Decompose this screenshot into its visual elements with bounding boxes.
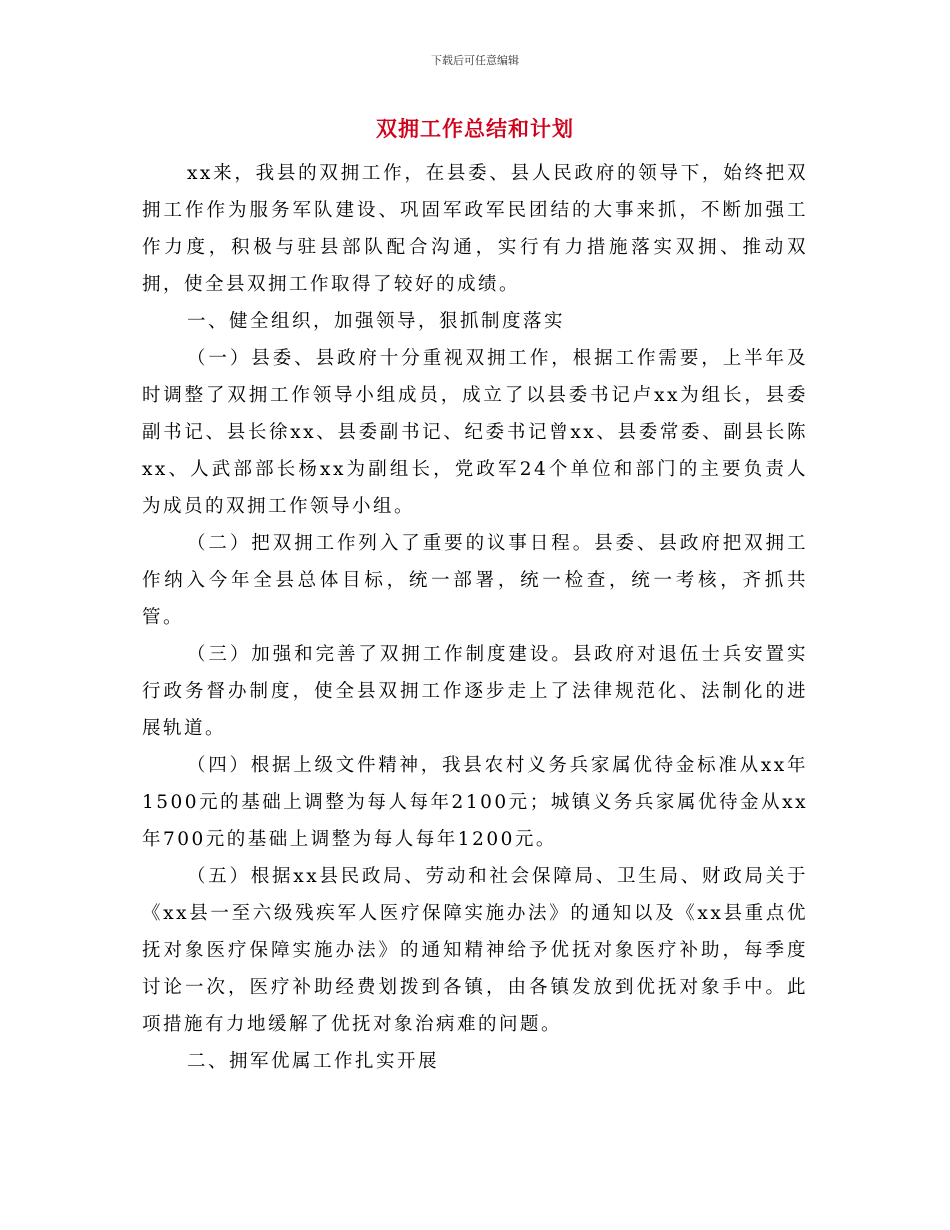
section-heading-2: 二、拥军优属工作扎实开展 — [187, 1051, 440, 1072]
paragraph-item-2: （二）把双拥工作列入了重要的议事日程。县委、县政府把双拥工作纳入今年全县总体目标，统一部署，统一检查，统一考核，齐抓共管。 — [142, 533, 808, 628]
paragraph-item-5: （五）根据xx县民政局、劳动和社会保障局、卫生局、财政局关于《xx县一至六级残疾军人医疗保障实施办法》的通知以及《xx县重点优抚对象医疗保障实施办法》的通知精神给予优抚对象医疗补助，每季度讨论一次，医疗补助经费划拨到各镇，由各镇发放到优抚对象手中。此项措施有力地缓解了优抚对象治病难的问题。 — [142, 866, 808, 1035]
paragraph-item-4: （四）根据上级文件精神，我县农村义务兵家属优待金标准从xx年1500元的基础上调整为每人每年2100元；城镇义务兵家属优待金从xx年700元的基础上调整为每人每年1200元。 — [142, 755, 808, 850]
paragraph-item-3: （三）加强和完善了双拥工作制度建设。县政府对退伍士兵安置实行政务督办制度，使全县双拥工作逐步走上了法律规范化、法制化的进展轨道。 — [142, 644, 808, 739]
paragraph-intro: xx来，我县的双拥工作，在县委、县人民政府的领导下，始终把双拥工作作为服务军队建设、巩固军政军民团结的大事来抓，不断加强工作力度，积极与驻县部队配合沟通，实行有力措施落实双拥、推动双拥，使全县双拥工作取得了较好的成绩。 — [142, 163, 808, 295]
header-note: 下载后可任意编辑 — [431, 54, 519, 67]
paragraph-item-1: （一）县委、县政府十分重视双拥工作，根据工作需要，上半年及时调整了双拥工作领导小组成员，成立了以县委书记卢xx为组长，县委副书记、县长徐xx、县委副书记、纪委书记曾xx、县委常委、副县长陈xx、人武部部长杨xx为副组长，党政军24个单位和部门的主要负责人为成员的双拥工作领导小组。 — [142, 348, 808, 517]
section-heading-1: 一、健全组织，加强领导，狠抓制度落实 — [187, 311, 566, 332]
document-body — [142, 155, 808, 1080]
document-title: 双拥工作总结和计划 — [376, 117, 574, 141]
